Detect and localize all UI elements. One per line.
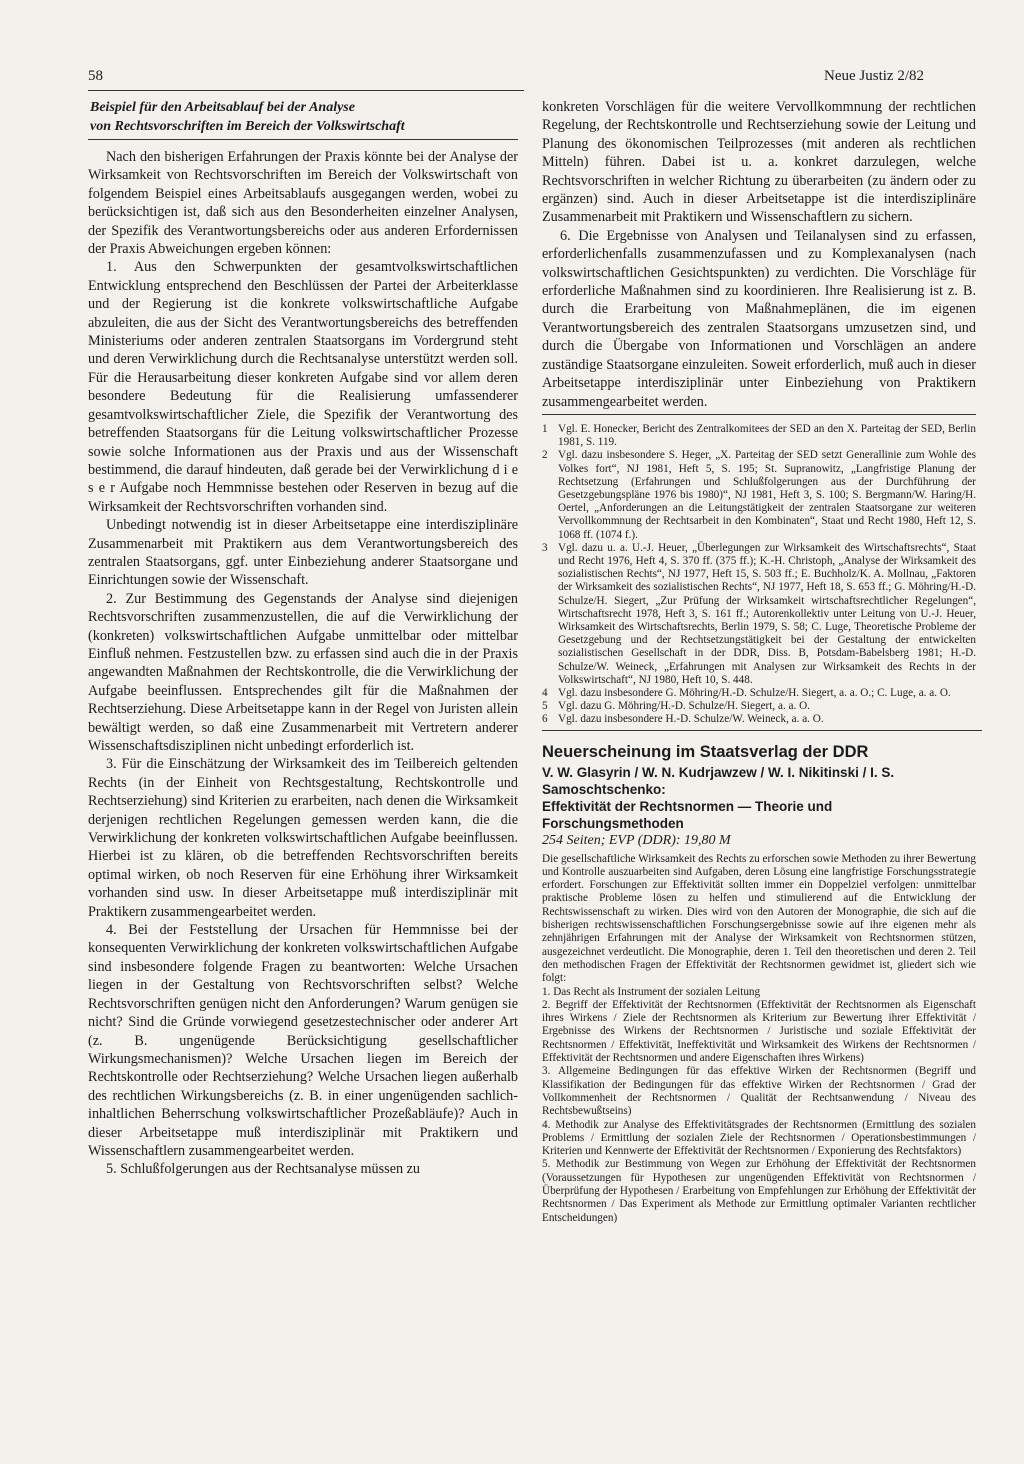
footnote-text: Vgl. dazu insbesondere H.-D. Schulze/W. Weineck, a. a. O.: [558, 713, 824, 726]
left-body-text: [88, 148, 518, 1179]
footnote-number: 2: [542, 449, 548, 462]
footnote-text: Vgl. E. Honecker, Bericht des Zentralkomitees der SED an den X. Parteitag der SED, Berlin 1981, S. 119.: [558, 422, 976, 449]
footnote-text: Vgl. dazu insbesondere G. Möhring/H.-D. Schulze/H. Siegert, a. a. O.; C. Luge, a. a. O.: [558, 686, 951, 699]
announcement-authors: V. W. Glasyrin / W. N. Kudrjawzew / W. I. Nikitinski / I. S. Samoschtschenko:: [542, 764, 895, 797]
journal-issue: Neue Justiz 2/82: [824, 68, 924, 84]
footnote: [542, 542, 976, 687]
section-rule: [88, 139, 518, 140]
footnote-number: 3: [542, 541, 548, 554]
paragraph-step-4: 4. Bei der Feststellung der Ursachen für Hemmnisse bei der konsequenten Verwirklichung der konkreten volkswirtschaftlichen Aufgabe sind insbesondere folgende Fragen zu beantworten: Welche Ursachen liegen in der Gestaltung von Rechtsvorschriften selbst? Welche Rechtsvorschriften genügen nicht den Anforderungen? Warum genügen sie nicht? Sind die Gründe vorwiegend gesetzestechnischer oder anderer Art (z. B. ungenügende Berücksichtigung gesellschaftlicher Wirkungsmechanismen)? Welche Ursachen liegen im Bereich der Rechtskontrolle oder Rechtserziehung? Welche Ursachen liegen außerhalb des rechtlichen Wirkungsbereichs (z. B. in einer ungenügenden sachlich-inhaltlichen Beherrschung volkswirtschaftlicher Prozeßabläufe)? Auch in dieser Arbeitsetappe muß interdisziplinär mit Praktikern und Wissenschaftlern zusammengearbeitet werden.: [88, 922, 518, 1159]
paragraph-step-5-continued: konkreten Vorschlägen für die weitere Vervollkommnung der rechtlichen Regelung, der Rechtskontrolle und Rechtserziehung sowie der Leitung und Planung des ökonomischen Teilprozesses (mit anderen als rechtlichen Mitteln) führen. Dabei ist u. a. konkret darzulegen, welche Rechtsvorschriften in welcher Richtung zu überarbeiten (zu ändern oder zu ergänzen) sind. Auch in dieser Arbeitsetappe ist die interdisziplinäre Zusammenarbeit mit Praktikern und Wissenschaftlern zu sichern.: [542, 99, 976, 226]
right-column: [542, 98, 976, 1225]
section-heading-line-2: von Rechtsvorschriften im Bereich der Volkswirtschaft: [90, 119, 405, 134]
section-heading: [90, 98, 518, 136]
section-heading-line-1: Beispiel für den Arbeitsablauf bei der Analyse: [90, 100, 355, 115]
announcement-line: 5. Methodik zur Bestimmung von Wegen zur Erhöhung der Effektivität der Rechtsnormen (Voraussetzungen für Hypothesen zur ungenügenden Effektivität von Rechtsnormen / Überprüfung der Hypothesen / Erarbeitung von Empfehlungen zur Erhöhung der Effektivität der Rechtsnormen / Das Experiment als Methode zur Ermittlung optimaler Varianten rechtlicher Entscheidungen): [542, 1158, 976, 1224]
announcement-book-title: Effektivität der Rechtsnormen — Theorie und Forschungsmethoden: [542, 798, 833, 831]
announcement-meta: 254 Seiten; EVP (DDR): 19,80 M: [542, 832, 731, 848]
paragraph-intro: Nach den bisherigen Erfahrungen der Praxis könnte bei der Analyse der Wirksamkeit von Rechtsvorschriften im Bereich der Volkswirtschaft von folgendem Beispiel eines Arbeitsablaufs ausgegangen werden, wobei zu berücksichtigen ist, daß sich aus den Besonderheiten einzelner Analysen, der Spezifik des Verantwortungsbereichs oder aus anderen Erfordernissen der Praxis Abweichungen ergeben können:: [88, 149, 518, 258]
footnote: [542, 713, 976, 726]
footnote: [542, 449, 976, 541]
footnote-number: 1: [542, 422, 548, 435]
announcement-title: Neuerscheinung im Staatsverlag der DDR: [542, 742, 869, 761]
announcement-line: Die gesellschaftliche Wirksamkeit des Rechts zu erforschen sowie Methoden zu ihrer Bewertung und Kontrolle auszuarbeiten sind Aufgaben, deren Lösung eine langfristige Forschungsstrategie erfordert. Forschungen zur Effektivität sollten immer ein Doppelziel verfolgen: unmittelbar praktische Probleme lösen zu helfen und stimulierend auf die Entwicklung der Rechtswissenschaft zu wirken. Dies wird von den Autoren der Monographie, die sich auf die bisherigen rechtswissenschaftlichen Forschungsergebnisse sowie auf ihre eigenen mehr als zehnjährigen Erfahrungen mit der Analyse der Wirksamkeit von Rechtsnormen stützen, ausgezeichnet verdeutlicht. Die Monographie, deren 1. Teil den theoretischen und deren 2. Teil den methodischen Fragen der Effektivität der Rechtsnormen gewidmet ist, gliedert sich wie folgt:: [542, 852, 976, 985]
announcement-body: [542, 853, 976, 1225]
announcement-rule: [542, 730, 982, 731]
paragraph-step-2: 2. Zur Bestimmung des Gegenstands der Analyse sind diejenigen Rechtsvorschriften zusammenzustellen, die auf die Verwirklichung der (konkreten) volkswirtschaftlichen Aufgabe unmittelbar oder mittelbar Einfluß nehmen. Festzustellen bzw. zu erfassen sind auch die in der Praxis angewandten Maßnahmen der Rechtskontrolle, die die Verwirklichung der Aufgabe beeinflussen. Entsprechendes gilt für die Maßnahmen der Rechtserziehung. Diese Arbeitsetappe kann in der Regel von Juristen allein bewältigt werden, so daß eine Zusammenarbeit mit Vertretern anderer Wissenschaftsdisziplinen nicht unbedingt erforderlich ist.: [88, 590, 518, 754]
footnote: [542, 423, 976, 449]
right-body-text: [542, 98, 976, 411]
page-number: 58: [88, 68, 103, 84]
footnote-number: 4: [542, 686, 548, 699]
footnote-number: 6: [542, 713, 548, 726]
footnote-number: 5: [542, 700, 548, 713]
footnote-rule: [542, 414, 976, 415]
header-rule: [88, 90, 524, 91]
paragraph-step-1-note: Unbedingt notwendig ist in dieser Arbeitsetappe eine interdisziplinäre Zusammenarbeit mit Praktikern aus dem Verantwortungsbereich des zentralen Staatsorgans, ggf. unter Einbeziehung anderer Staatsorgane und Einrichtungen sowie der Wissenschaft.: [88, 517, 518, 589]
announcement-line: 2. Begriff der Effektivität der Rechtsnormen (Effektivität der Rechtsnormen als Eigenschaft ihres Wirkens / Ziele der Rechtsnormen als Kriterium zur Bewertung ihrer Effektivität / Ergebnisse des Wirkens der Rechtsnormen / Juristische und soziale Effektivität der Rechtsnormen / Effektivität, Ineffektivität und Wirksamkeit des Wirkens der Rechtsnormen / Effektivität der Rechtsnormen und andere Eigenschaften ihres Wirkens): [542, 998, 976, 1065]
footnote-text: Vgl. dazu G. Möhring/H.-D. Schulze/H. Siegert, a. a. O.: [558, 700, 810, 713]
announcement: [542, 743, 976, 1225]
paragraph-step-5-start: 5. Schlußfolgerungen aus der Rechtsanalyse müssen zu: [106, 1161, 421, 1178]
paragraph-step-1: 1. Aus den Schwerpunkten der gesamtvolkswirtschaftlichen Entwicklung entsprechend den Beschlüssen der Partei der Arbeiterklasse und der Regierung ist die konkrete volkswirtschaftliche Aufgabe abzuleiten, die aus der Sicht des Verantwortungsbereichs des betreffenden Ministeriums oder anderen zentralen Staatsorgans im Vordergrund steht und deren Verwirklichung durch die Rechtsanalyse unterstützt werden soll. Für die Herausarbeitung dieser konkreten Aufgabe sind vor allem deren besondere Bedeutung für die Realisierung umfassenderer gesamtvolkswirtschaftlicher Ziele, die Spezifik der Verantwortung des betreffenden Staatsorgans für die Leitung volkswirtschaftlicher Prozesse sowie solche Informationen aus der Praxis und aus der Wissenschaft bestimmend, die darauf hindeuten, daß gerade bei der Verwirklichung d i e s e r Aufgabe noch Hemmnisse bestehen oder Reserven in bezug auf die Wirksamkeit der Rechtsvorschriften vorhanden sind.: [88, 259, 518, 515]
paragraph-step-6: 6. Die Ergebnisse von Analysen und Teilanalysen sind zu erfassen, erforderlichenfalls zusammenzufassen und zu Komplexanalysen (nach volkswirtschaftlichen Gesichtspunkten) zu verdichten. Die Vorschläge für erforderliche Maßnahmen sind zu koordinieren. Ihre Realisierung ist z. B. durch die Erarbeitung von Maßnahmeplänen, die im eigenen Verantwortungsbereich des zentralen Staatsorgans umzusetzen sind, und durch die Übergabe von Informationen und Vorschlägen an andere zuständige Staatsorgane einzuleiten. Soweit erforderlich, muß auch in dieser Arbeitsetappe interdisziplinär unter Einbeziehung von Praktikern zusammengearbeitet werden.: [542, 227, 976, 410]
footnote: [542, 687, 976, 700]
paragraph-step-3: 3. Für die Einschätzung der Wirksamkeit des im Teilbereich geltenden Rechts (in der Einheit von Rechtsgestaltung, Rechtskontrolle und Rechtserziehung) sind Kriterien zu erarbeiten, nach denen die Wirksamkeit derjenigen rechtlichen Regelungen gemessen werden kann, die die Verwirklichung der konkreten volkswirtschaftlichen Aufgabe beeinflussen. Hierbei ist zu klären, ob die betreffenden Rechtsvorschriften bereits optimal wirken, ob noch Reserven für eine Erhöhung ihrer Wirksamkeit vorhanden sind usw. In dieser Arbeitsetappe muß interdisziplinär mit Praktikern zusammengearbeitet werden.: [88, 756, 518, 920]
announcement-line: 4. Methodik zur Analyse des Effektivitätsgrades der Rechtsnormen (Ermittlung des sozialen Problems / Ermittlung der sozialen Ziele der Rechtsnormen / Operationsbestimmungen / Kriterien und Kennwerte der Effektivität der Rechtsnormen / Exponierung des Rechtsfaktors): [542, 1118, 976, 1158]
footnote-text: Vgl. dazu insbesondere S. Heger, „X. Parteitag der SED setzt Generallinie zum Wohle des Volkes fort“, NJ 1981, Heft 5, S. 195; St. Supranowitz, „Langfristige Planung der Rechtsetzung (Erfahrungen und Schlußfolgerungen aus der Durchführung der Gesetzgebungspläne 1976 bis 1980)“, NJ 1981, Heft 3, S. 100; S. Bergmann/W. Haring/H. Oertel, „Anforderungen an die Leitungstätigkeit der zentralen Staatsorgane zur weiteren Vervollkommnung der Rechtsarbeit in den Kombinaten“, Staat und Recht 1980, Heft 12, S. 1068 ff. (1074 f.).: [558, 449, 976, 541]
footnote: [542, 700, 976, 713]
footnotes: [542, 423, 976, 727]
announcement-line: 1. Das Recht als Instrument der sozialen Leitung: [542, 985, 761, 998]
announcement-line: 3. Allgemeine Bedingungen für das effektive Wirken der Rechtsnormen (Begriff und Klassifikation der Bedingungen für das effektive Wirken der Rechtsnormen / Grad der Vollkommenheit der Rechtsnormen / Qualität der Rechtsanwendung / Niveau des Rechtsbewußtseins): [542, 1065, 976, 1118]
footnote-text: Vgl. dazu u. a. U.-J. Heuer, „Überlegungen zur Wirksamkeit des Wirtschaftsrechts“, Staat und Recht 1976, Heft 4, S. 370 ff. (375 ff.); K.-H. Christoph, „Analyse der Wirksamkeit des sozialistischen Rechts“, NJ 1977, Heft 15, S. 503 ff.; E. Buchholz/K. A. Mollnau, „Faktoren der Wirksamkeit des sozialistischen Rechts“, NJ 1977, Heft 18, S. 653 ff.; G. Möhring/H.-D. Schulze/H. Siegert, „Zur Prüfung der Wirksamkeit wirtschaftsrechtlicher Regelungen“, Wirtschaftsrecht 1978, Heft 3, S. 161 ff.; Autorenkollektiv unter Leitung von U.-J. Heuer, Wirksamkeit des Wirtschaftsrechts, Berlin 1979, S. 58; C. Luge, Theoretische Probleme der Gesetzgebung und der Rechtsetzungstätigkeit bei der Gestaltung der entwickelten sozialistischen Gesellschaft in der DDR, Diss. B, Potsdam-Babelsberg 1981; H.-D. Schulze/W. Weineck, „Erfahrungen mit Analysen zur Wirksamkeit des Rechts in der Volkswirtschaft“, NJ 1980, Heft 10, S. 448.: [558, 541, 976, 686]
left-column: [88, 98, 518, 1179]
